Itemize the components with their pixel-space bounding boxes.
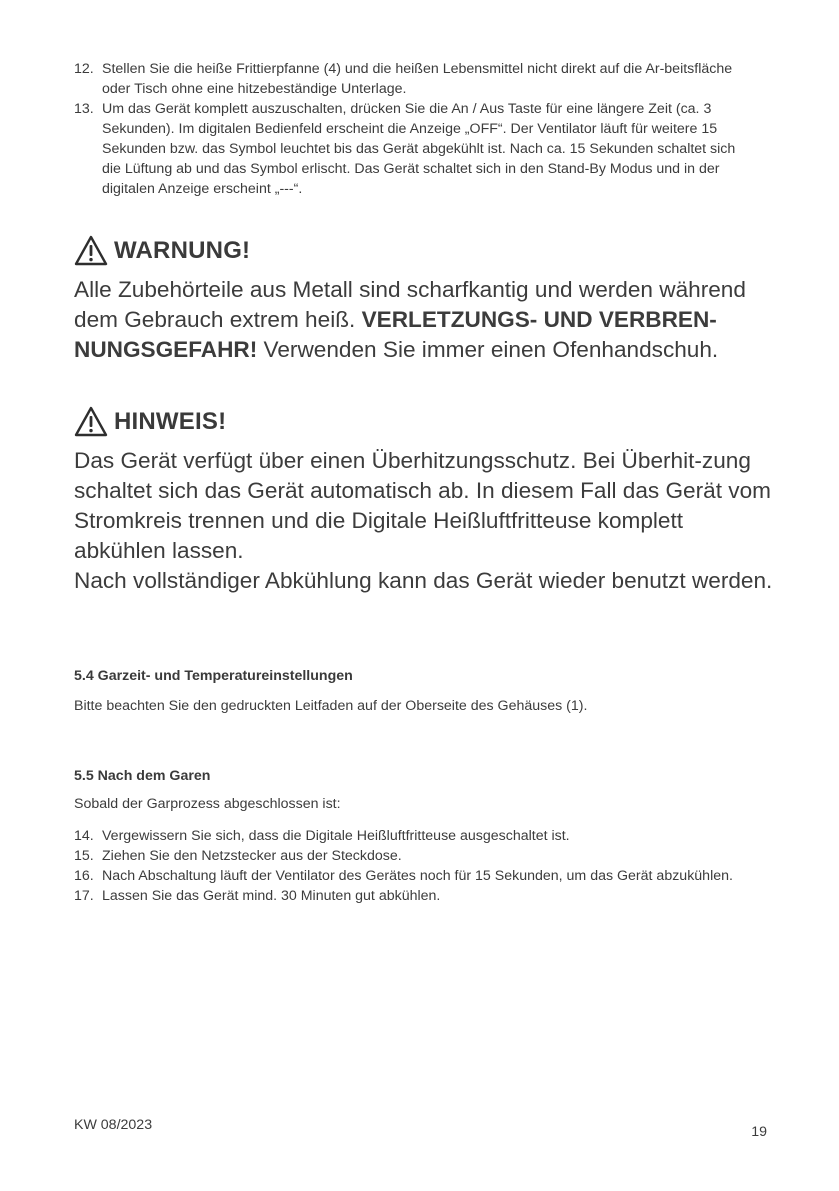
warning-triangle-icon: [74, 235, 108, 267]
warning-box: [74, 233, 774, 365]
list-item-number: 15.: [74, 848, 94, 864]
section-heading-5-4: 5.4 Garzeit- und Temperatureinstellungen: [74, 668, 353, 684]
list-item-text: Ziehen Sie den Netzstecker aus der Steckdose.: [102, 848, 402, 864]
section-heading-5-5: 5.5 Nach dem Garen: [74, 768, 211, 784]
list-item-text: Um das Gerät komplett auszuschalten, drücken Sie die An / Aus Taste für eine längere Zeit (ca. 3 Sekunden). Im digitalen Bedienfeld erscheint die Anzeige „OFF“. Der Ventilator läuft für weitere 15 Sekunden bzw. das Symbol leuchtet bis das Gerät abgekühlt ist. Nach ca. 15 Sekunden schaltet sich die Lüftung ab und das Symbol erlischt. Das Gerät schaltet sich in den Stand-By Modus und in der digitalen Anzeige erscheint „---“.: [102, 101, 736, 197]
instruction-list-bottom: [74, 826, 754, 906]
list-item-text: Vergewissern Sie sich, dass die Digitale Heißluftfritteuse ausgeschaltet ist.: [102, 828, 570, 844]
list-item: [74, 886, 754, 906]
section-intro-5-5: Sobald der Garprozess abgeschlossen ist:: [74, 796, 341, 812]
warning-triangle-icon: [74, 406, 108, 438]
hint-paragraph: Nach vollständiger Abkühlung kann das Gerät wieder benutzt werden.: [74, 568, 773, 593]
list-item-text: Nach Abschaltung läuft der Ventilator des Gerätes noch für 15 Sekunden, um das Gerät abzukühlen.: [102, 868, 733, 884]
warning-text-bold: VERLETZUNGS- UND VERBREN-NUNGSGEFAHR!: [74, 307, 717, 362]
instruction-list-top: [74, 59, 754, 199]
footer-date-code: KW 08/2023: [74, 1117, 153, 1133]
list-item: [74, 59, 754, 99]
warning-title: WARNUNG!: [114, 237, 251, 264]
warning-heading: [74, 233, 774, 269]
page-number: 19: [751, 1124, 767, 1140]
list-item: [74, 866, 754, 886]
hint-heading: [74, 404, 774, 440]
list-item: [74, 826, 754, 846]
list-item: [74, 846, 754, 866]
warning-text-part-2: Verwenden Sie immer einen Ofenhandschuh.: [257, 337, 719, 362]
list-item-number: 16.: [74, 868, 94, 884]
list-item-text: Stellen Sie die heiße Frittierpfanne (4) und die heißen Lebensmittel nicht direkt auf die Ar-beitsfläche oder Tisch ohne eine hitzebeständige Unterlage.: [102, 61, 733, 97]
list-item-number: 17.: [74, 888, 94, 904]
list-item-text: Lassen Sie das Gerät mind. 30 Minuten gut abkühlen.: [102, 888, 441, 904]
hint-box: [74, 404, 774, 596]
list-item-number: 14.: [74, 828, 94, 844]
list-item-number: 13.: [74, 101, 94, 117]
list-item-number: 12.: [74, 61, 94, 77]
warning-text-part-1: Alle Zubehörteile aus Metall sind scharfkantig und werden während dem Gebrauch extrem heiß.: [74, 277, 746, 332]
hint-text: [74, 446, 774, 596]
list-item: [74, 99, 754, 199]
warning-text: [74, 275, 774, 365]
section-text-5-4: Bitte beachten Sie den gedruckten Leitfaden auf der Oberseite des Gehäuses (1).: [74, 698, 588, 714]
hint-paragraph: Das Gerät verfügt über einen Überhitzungsschutz. Bei Überhit-zung schaltet sich das Gerät automatisch ab. In diesem Fall das Gerät vom Stromkreis trennen und die Digitale Heißluftfritteuse komplett abkühlen lassen.: [74, 448, 771, 563]
hint-title: HINWEIS!: [114, 408, 227, 435]
